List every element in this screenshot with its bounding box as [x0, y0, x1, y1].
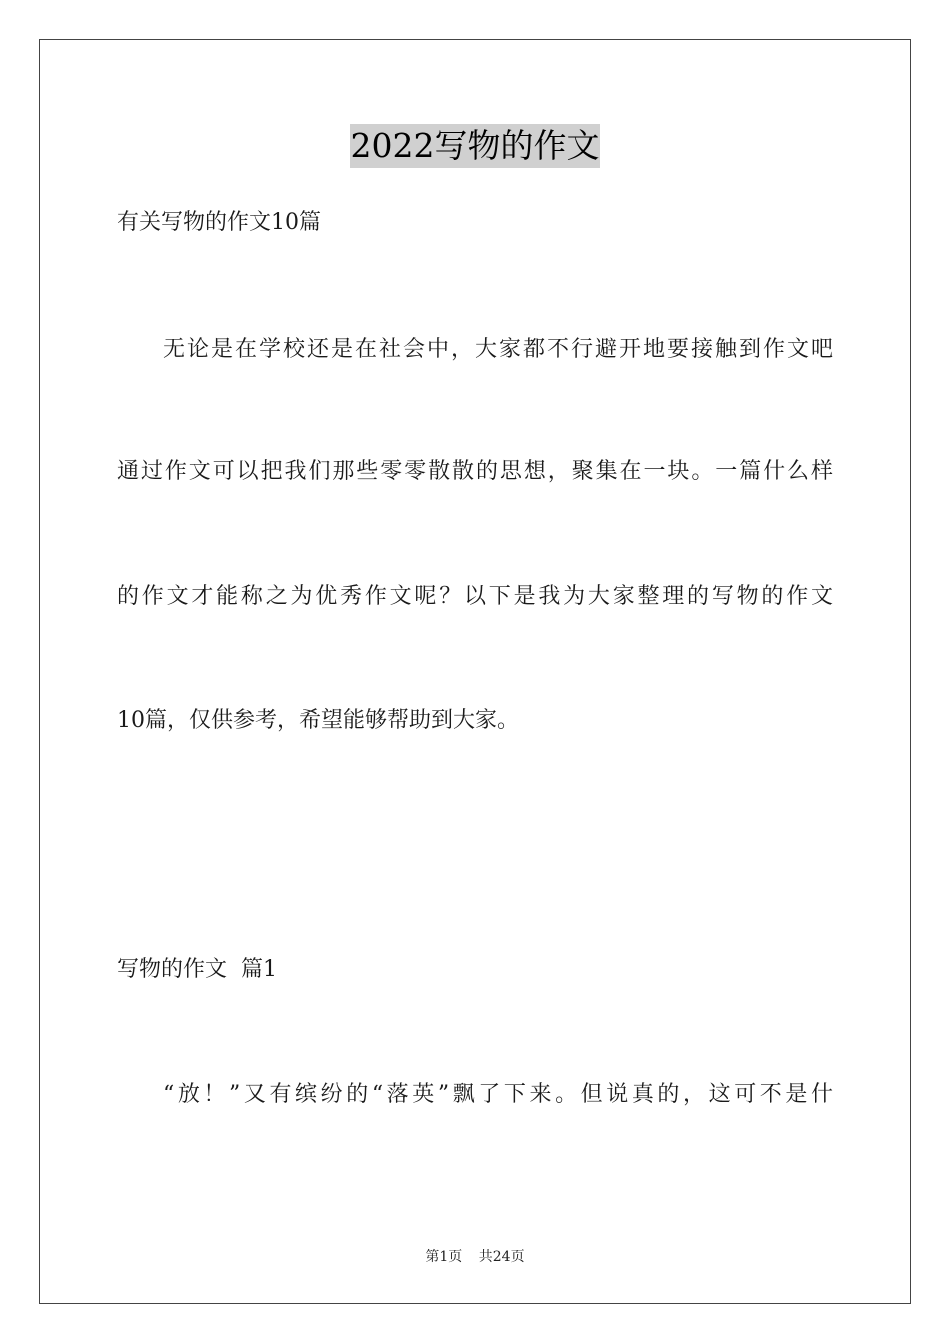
title-container [0, 124, 950, 168]
paragraph-line: “放！”又有缤纷的“落英”飘了下来。但说真的，这可不是什 [163, 1082, 833, 1107]
paragraph-line: 10篇，仅供参考，希望能够帮助到大家。 [117, 708, 519, 733]
page-number: 第1页 [425, 1249, 463, 1265]
section-heading: 写物的作文 篇1 [117, 957, 277, 982]
page-footer [0, 1248, 950, 1266]
paragraph-line: 的作文才能称之为优秀作文呢？以下是我为大家整理的写物的作文 [117, 584, 833, 609]
paragraph-line: 通过作文可以把我们那些零零散散的思想，聚集在一块。一篇什么样 [117, 459, 833, 484]
document-title: 2022写物的作文 [350, 124, 601, 168]
paragraph-line: 无论是在学校还是在社会中，大家都不行避开地要接触到作文吧 [163, 337, 833, 362]
page-total: 共24页 [478, 1249, 525, 1265]
document-subtitle: 有关写物的作文10篇 [117, 210, 321, 235]
